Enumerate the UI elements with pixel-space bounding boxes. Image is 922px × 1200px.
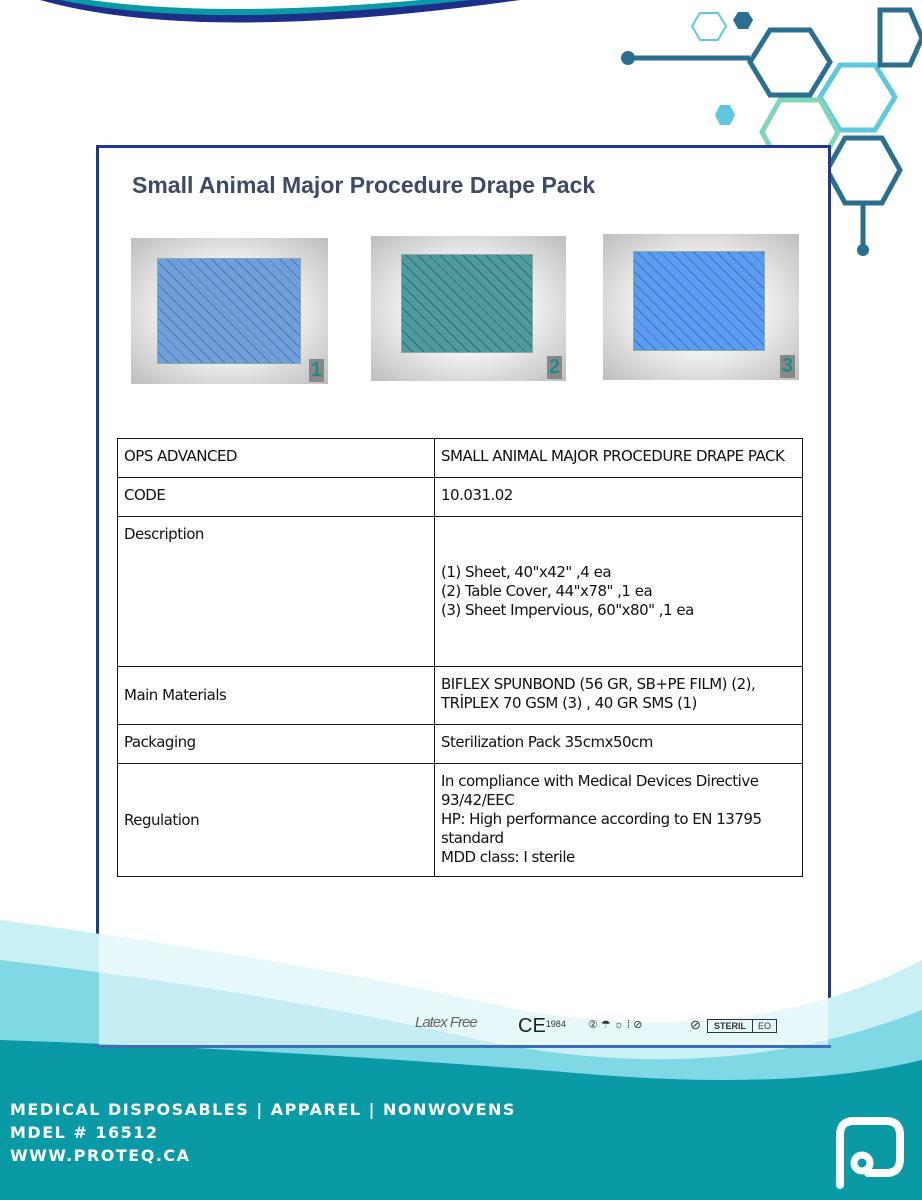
line: (2) Table Cover, 44"x78" ,1 ea [441,582,653,600]
row-label: Packaging [118,725,435,764]
footer-text [10,1098,516,1167]
top-swoosh [0,0,560,40]
line: (3) Sheet Impervious, 60"x80" ,1 ea [441,601,694,619]
line: MDD class: I sterile [441,848,575,866]
row-value [435,517,803,667]
row-label: Description [118,517,435,667]
table-row [118,725,803,764]
product-image-2 [371,236,566,381]
proteq-logo [830,1115,910,1195]
table-row [118,478,803,517]
table-row [118,764,803,877]
do-not-reuse-icon: ⊘ [690,1017,701,1032]
row-value: BIFLEX SPUNBOND (56 GR, SB+PE FILM) (2), TRİPLEX 70 GSM (3) , 40 GR SMS (1) [435,667,803,725]
row-label: Regulation [118,764,435,877]
drape-3 [633,251,765,351]
eo-label: EO [758,1021,772,1031]
footer-website[interactable]: WWW.PROTEQ.CA [10,1146,191,1165]
row-value [435,764,803,877]
page-title: Small Animal Major Procedure Drape Pack [132,172,596,198]
latex-free-label: Latex Free [415,1014,477,1031]
image-number: 3 [781,355,793,377]
card-bottom-border [96,1045,831,1048]
row-label: OPS ADVANCED [118,439,435,478]
drape-2 [401,254,533,353]
line: HP: High performance according to EN 13795 standard [441,810,762,847]
image-number: 2 [548,356,560,378]
line: (1) Sheet, 40"x42" ,4 ea [441,563,612,581]
table-row [118,517,803,667]
spec-table [117,438,803,877]
table-row [118,667,803,725]
row-label: Main Materials [118,667,435,725]
drape-1 [157,258,301,364]
row-label: CODE [118,478,435,517]
row-value: Sterilization Pack 35cmx50cm [435,725,803,764]
product-image-3 [603,234,799,380]
ce-mark [518,1015,566,1038]
ce-symbol: CE [518,1015,546,1037]
footer-tagline: MEDICAL DISPOSABLES | APPAREL | NONWOVENS [10,1100,516,1119]
footer-mdel: MDEL # 16512 [10,1123,159,1142]
handling-symbols-icon: ② ☂ ☼ ⁞ ⊘ [588,1019,643,1031]
row-value: SMALL ANIMAL MAJOR PROCEDURE DRAPE PACK [435,439,803,478]
product-image-1 [131,238,328,384]
table-row [118,439,803,478]
ce-number: 1984 [545,1019,566,1029]
steril-label: STERIL [708,1020,753,1032]
row-value: 10.031.02 [435,478,803,517]
sterile-eo-badge [707,1019,777,1033]
line: In compliance with Medical Devices Directive 93/42/EEC [441,772,759,809]
image-number: 1 [310,359,322,381]
